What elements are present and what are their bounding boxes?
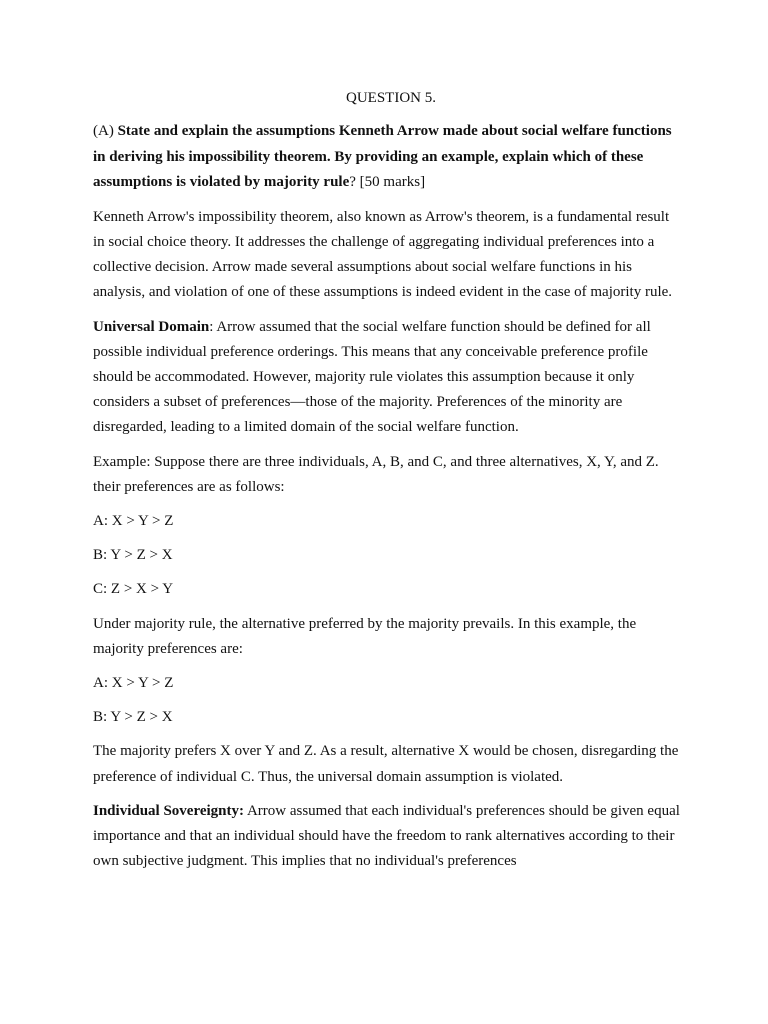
conclusion-paragraph: The majority prefers X over Y and Z. As a result, alternative X would be chosen, disregarding the preference of individual C. Thus, the universal domain assumption is violated. (93, 743, 679, 785)
universal-domain-paragraph (93, 315, 683, 441)
preference-b: B: Y > Z > X (93, 547, 173, 564)
question-bold-text: State and explain the assumptions Kenneth Arrow made about social welfare functions in deriving his impossibility theorem. By providing an example, explain which of these assumptions is violated by majority rule (93, 123, 672, 191)
document-body (93, 86, 683, 883)
intro-paragraph: Kenneth Arrow's impossibility theorem, also known as Arrow's theorem, is a fundamental result in social choice theory. It addresses the challenge of aggregating individual preferences into a collective decision. Arrow made several assumptions about social welfare functions in his analysis, and violation of one of these assumptions is indeed evident in the case of majority rule. (93, 208, 673, 301)
individual-sovereignty-text: Arrow assumed that each individual's preferences should be given equal importance and that an individual should have the freedom to rank alternatives according to their own subjective judgment. This implies that no individual's preferences (93, 802, 680, 870)
question-title: QUESTION 5. (346, 90, 436, 106)
individual-sovereignty-paragraph (93, 799, 683, 875)
majority-preference-b: B: Y > Z > X (93, 709, 173, 726)
preference-a: A: X > Y > Z (93, 512, 174, 529)
majority-preference-a: A: X > Y > Z (93, 674, 174, 691)
question-suffix: ? [50 marks] (349, 174, 426, 191)
universal-domain-text: : Arrow assumed that the social welfare function should be defined for all possible individual preference orderings. This means that any conceivable preference profile should be accommodated. However, majority rule violates this assumption because it only considers a subset of preferences—those of the majority. Preferences of the minority are disregarded, leading to a limited domain of the social welfare function. (93, 318, 651, 436)
question-prefix: (A) (93, 123, 118, 140)
question-prompt (93, 119, 683, 196)
individual-sovereignty-heading: Individual Sovereignty: (93, 802, 245, 819)
universal-domain-heading: Universal Domain (93, 318, 210, 335)
example-paragraph: Example: Suppose there are three individuals, A, B, and C, and three alternatives, X, Y, and Z. their preferences are as follows: (93, 453, 659, 495)
majority-paragraph: Under majority rule, the alternative preferred by the majority prevails. In this example, the majority preferences are: (93, 615, 637, 657)
preference-c: C: Z > X > Y (93, 581, 174, 598)
